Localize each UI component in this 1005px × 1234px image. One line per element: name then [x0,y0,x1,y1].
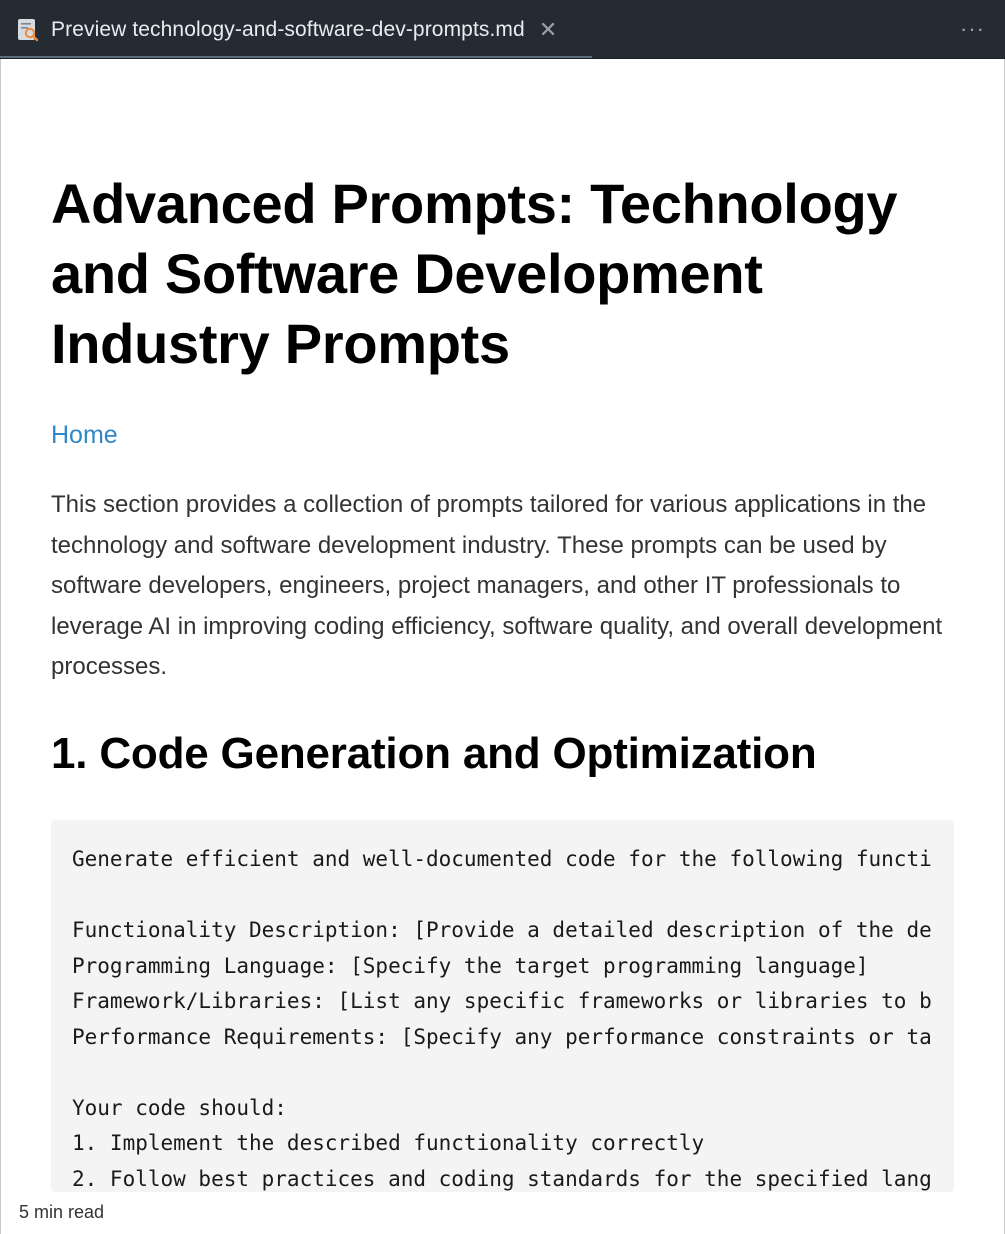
home-link[interactable]: Home [51,421,118,449]
section-heading: 1. Code Generation and Optimization [51,729,817,778]
code-line: Functionality Description: [Provide a detailed description of the de [72,918,932,942]
code-line [72,878,954,914]
tab-bar [0,0,1005,59]
more-actions-icon[interactable]: ··· [960,16,985,41]
code-line: Performance Requirements: [Specify any performance constraints or ta [72,1024,932,1049]
read-time-label: 5 min read [19,1202,105,1222]
code-block[interactable] [51,820,954,1192]
tab-title: Preview technology-and-software-dev-prompts.md [51,17,525,41]
active-tab-indicator [0,56,592,58]
code-line: Generate efficient and well-documented code for the following functi [72,847,932,871]
code-line: 1. Implement the described functionality correctly [72,1131,705,1155]
code-line: Framework/Libraries: [List any specific frameworks or libraries to b [72,989,932,1013]
intro-paragraph: This section provides a collection of prompts tailored for various applications in the technology and software development industry. These prompts can be used by software developers, engineers, project managers, and other IT professionals to leverage AI in improving coding efficiency, software quality, and overall development processes. [51,491,943,680]
page-title: Advanced Prompts: Technology and Software Development Industry Prompts [51,172,898,375]
code-line: 2. Follow best practices and coding standards for the specified lang [72,1166,932,1191]
code-line: Your code should: [72,1095,287,1120]
preview-document-icon [17,18,39,42]
code-line: Programming Language: [Specify the target programming language] [72,953,869,978]
code-line [72,1055,954,1091]
close-icon[interactable]: ✕ [538,16,558,42]
tab-preview[interactable] [0,0,592,59]
